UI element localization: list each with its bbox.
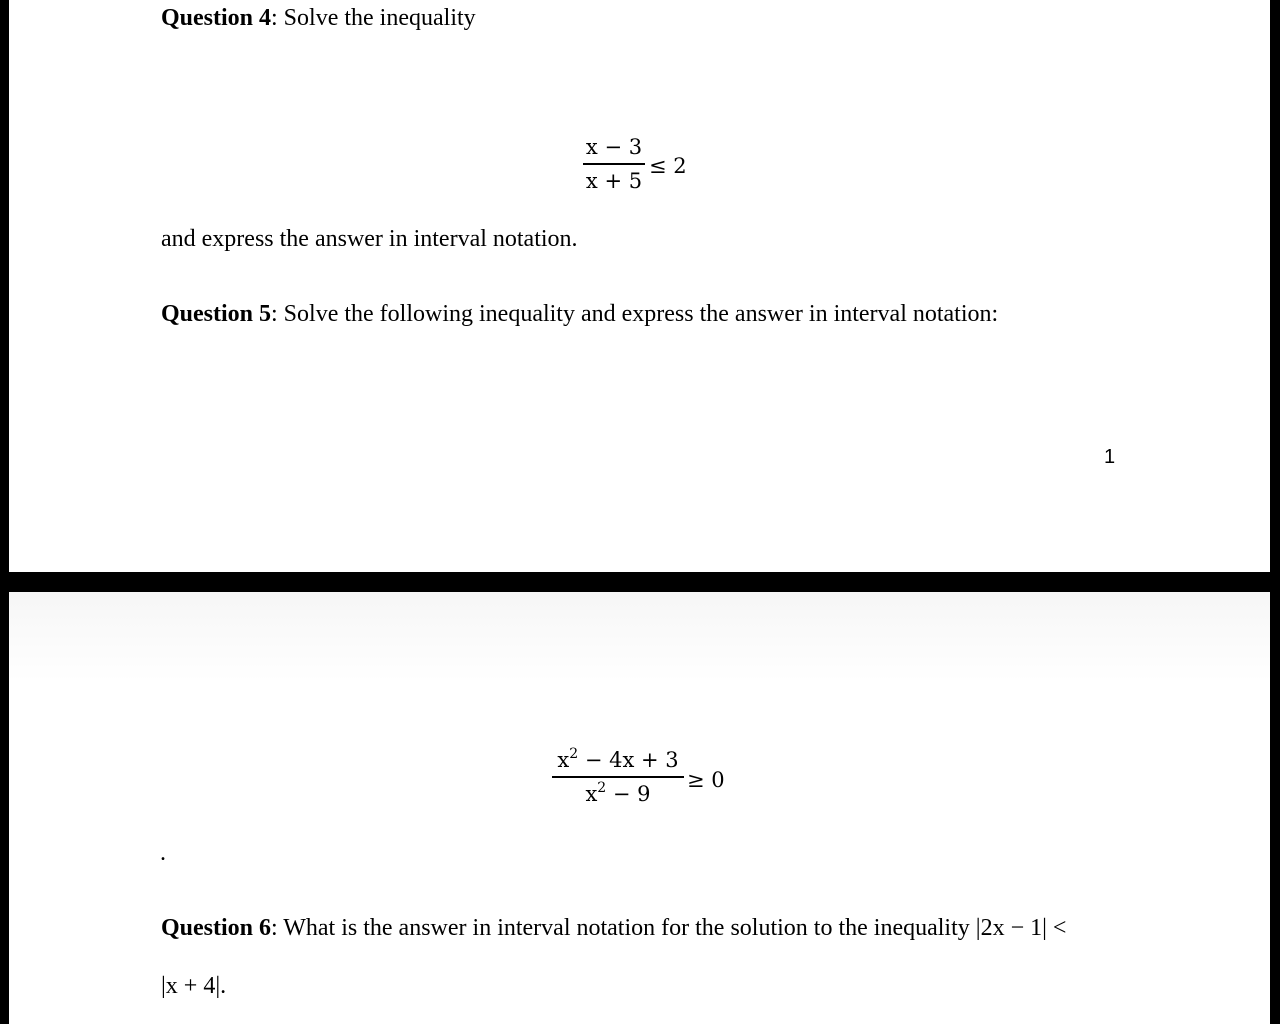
question-6-heading (161, 914, 1066, 942)
denominator (585, 781, 650, 807)
denominator-rest: − 9 (606, 781, 651, 806)
stray-mark: . (160, 840, 166, 866)
fraction-bar (583, 163, 645, 165)
fraction (552, 747, 684, 807)
question-4-prompt: : Solve the inequality (271, 5, 476, 31)
document-page-1 (9, 0, 1270, 572)
relation: ≥ 0 (687, 768, 725, 792)
numerator-rest: − 4x + 3 (578, 748, 679, 772)
document-page-2 (9, 592, 1270, 1024)
relation: ≤ 2 (649, 154, 687, 178)
numerator-var: x (557, 748, 570, 772)
question-6-continuation: |x + 4|. (161, 973, 227, 999)
denominator-exponent: 2 (597, 779, 607, 796)
question-6-prompt: : What is the answer in interval notation for the solution to the inequality |2x − 1| < (271, 915, 1067, 941)
numerator-exponent: 2 (569, 746, 579, 762)
question-4-heading (161, 4, 476, 32)
question-5-prompt: : Solve the following inequality and express the answer in interval notation: (271, 301, 999, 327)
denominator-var: x (585, 781, 598, 806)
denominator: x + 5 (585, 168, 643, 193)
question-5-label: Question 5 (161, 301, 272, 327)
page-number: 1 (1104, 446, 1116, 468)
question-4-label: Question 4 (161, 5, 272, 31)
question-5-heading (161, 300, 998, 328)
question-4-followup: and express the answer in interval notation. (161, 226, 578, 252)
fraction (583, 134, 645, 194)
question-6-label: Question 6 (161, 915, 272, 941)
numerator (557, 747, 678, 773)
fraction-bar (552, 776, 684, 778)
numerator: x − 3 (585, 135, 643, 159)
